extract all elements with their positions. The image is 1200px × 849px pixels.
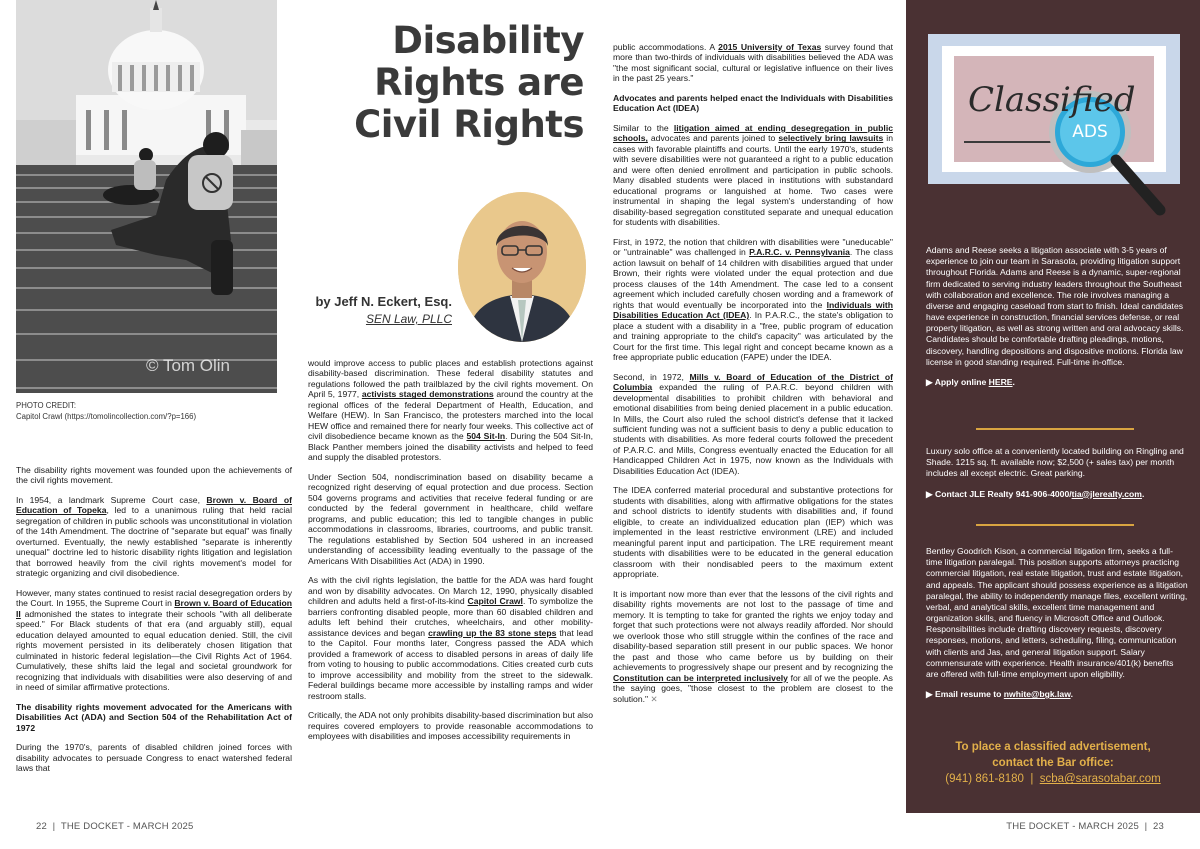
paragraph: The disability rights movement was founded upon the achievements of the civil rights movement. (16, 465, 292, 486)
ad-action: ▶ Email resume to nwhite@bgk.law. (926, 689, 1073, 700)
paragraph: Similar to the litigation aimed at ending desegregation in public schools, advocates and parents joined to selectively bring lawsuits in cases with favorable plaintiffs and courts. Until the early 1970's, students with severe disabilities were not guaranteed a right to a public education and were often denied enrollment and participation in public schools. Many disabled students were placed in institutions with substandard educational programs or languished at home. Two cases were instrumental in shaping the legal system's understanding of how disability-based segregation constituted separate and unequal education for students with disabilities. (613, 122, 894, 228)
section-heading: Advocates and parents helped enact the Individuals with Disabilities Education Act (IDEA) (613, 92, 893, 114)
triangle-bullet-icon: ▶ (926, 376, 933, 387)
classified-script-word: Classified (968, 80, 1136, 120)
classifieds-sidebar (906, 0, 1200, 813)
ad-divider (976, 428, 1134, 430)
ads-badge: ADS (1072, 122, 1108, 142)
title-line-1: Disability (392, 19, 584, 62)
crawling-steps-link[interactable]: crawling up the 83 stone steps (428, 627, 557, 638)
classified-contact (906, 739, 1200, 785)
capitol-crawl-link[interactable]: Capitol Crawl (467, 596, 523, 607)
ad-action: ▶ Apply online HERE. (926, 376, 1015, 387)
article-column-2 (308, 358, 593, 750)
ad-divider (976, 524, 1134, 526)
activists-demonstrations-link[interactable]: activists staged demonstrations (361, 389, 494, 400)
paragraph: The IDEA conferred material procedural and substantive protections for students with disabilities, along with affirmative obligations for the states and school districts to identify students with disabilities and, if found eligible, to create an individualized education plan (IEP) which was implemented in the least restrictive environment (LRE) and included meaningful parent input and participation. The LRE requirement meant students with disabilities were to be educated in the general education classroom with their nondisabled peers to the maximum extent appropriate. (613, 485, 893, 580)
photo-credit (16, 401, 277, 422)
classified-ads-graphic (928, 34, 1180, 232)
title-line-3: Civil Rights (354, 103, 584, 147)
mills-link[interactable]: Mills v. Board of Education of the District of Columbia (613, 371, 893, 393)
contact-phone[interactable]: (941) 861-8180 (945, 773, 1024, 786)
author-firm-link[interactable]: SEN Law, PLLC (365, 312, 452, 326)
triangle-bullet-icon: ▶ (926, 488, 933, 499)
paragraph: First, in 1972, the notion that children with disabilities were "uneducable" or "untrainable" was challenged in P.A.R.C. v. Pennsylvania. The class action lawsuit on behalf of 14 children with disabilities argued that under Brown, their rights were violated under the equal protection and due process clauses of the 14th Amendment. The case led to a consent agreement which included carefully chosen wording and a framework of rights that would eventually be incorporated into the Individuals with Disabilities Education Act (IDEA). In P.A.R.C., the state's obligation to place a student with a disability in a "free, public program of education and training appropriate to the child's capacity" was articulated by the Court for the first time. This legal right and concept became known as a free appropriate public education (FAPE) under the IDEA. (613, 236, 893, 363)
jle-realty-email-link[interactable]: tia@jlerealty.com (1071, 488, 1142, 499)
paragraph: However, many states continued to resist racial desegregation orders by the Court. In 1955, the Supreme Court in Brown v. Board of Education II admonished the states to integrate their schools "with all deliberate speed." For Black students of that era (and arguably still), equal education delayed amounted to equal education denied. Still, the civil rights movement persisted in its deliberately chosen litigation that culminated in historic federal legislation—the Civil Rights Act of 1964. Cumulatively, these shifts laid the legal and societal groundwork for recognizing that individuals with disabilities were also deserving of and in need of similar affirmative protections. (16, 587, 292, 693)
contact-details: (941) 861-8180 | scba@sarasotabar.com (945, 773, 1161, 786)
footer-left: 22 | THE DOCKET - MARCH 2025 (36, 821, 194, 832)
contact-line-2: contact the Bar office: (992, 757, 1114, 770)
classified-ad-adams-reese (926, 245, 1188, 388)
selective-lawsuits-link[interactable]: selectively bring lawsuits (778, 133, 884, 144)
triangle-bullet-icon: ▶ (926, 689, 933, 700)
paragraph: would improve access to public places and establish protections against disability-based discrimination. These federal disability statutes and regulations followed the path trailblazed by the civil rights movement. On April 5, 1977, activists staged demonstrations around the country at the regional offices of the federal Department of Health, Education, and Welfare (HEW). In San Francisco, the protesters marched into the local HEW office and remained there for nearly four weeks. This collective act of civil disobedience became known as the 504 Sit-In. During the 504 Sit-In, Black Panther members joined the disability activists and helped to feed and supply the disabled protestors. (308, 358, 593, 463)
paragraph: During the 1970's, parents of disabled children joined forces with disability advocates to persuade Congress to enact watershed federal laws that (16, 742, 292, 774)
classified-ad-office-space (926, 446, 1188, 500)
capitol-crawl-photo (16, 0, 277, 393)
section-heading: The disability rights movement advocated for the Americans with Disabilities Act (ADA) and Section 504 of the Rehabilitation Act of 1972 (16, 701, 292, 733)
paragraph: Critically, the ADA not only prohibits disability-based discrimination but also requires covered employers to provide reasonable accommodations to employees with disabilities and imposes accessibility requirements in (308, 710, 593, 741)
article-title (324, 20, 584, 147)
photo-credit-label: PHOTO CREDIT: (16, 401, 77, 410)
paragraph: Under Section 504, nondiscrimination based on disability became a recognized right deserving of equal protection and due process. Section 504 governs programs and activities that receive federal funding or are conducted by the federal government in healthcare, child welfare programs, and public education; this led to tangible changes in public accommodations in classrooms, libraries, courtrooms, and public transit. The regulations established by Section 504 ushered in an increased understanding of accessibility leading eventually to the passage of the Americans With Disabilities Act (ADA) in 1990. (308, 471, 593, 566)
paragraph: Second, in 1972, Mills v. Board of Education of the District of Columbia expanded the ruling of P.A.R.C. beyond children with developmental disabilities to prohibit children with behavioral and emotional disabilities from being denied placement in a public education. In Mills, the Court also ruled the school district's defense that it lacked sufficient funding was not a sufficient basis to deny a public education to students with disabilities. As more federal courts followed the precedent of P.A.R.C. and Mills, Congress eventually enacted the Education for all Handicapped Children Act in 1975, now known as the Individuals with Disabilities Education Act (IDEA). (613, 371, 893, 476)
byline (300, 294, 452, 326)
ad-text: Adams and Reese seeks a litigation associate with 3-5 years of experience to join our team in Sarasota, providing litigation support throughout Florida. Adams and Reese is a dynamic, super-regional firm dedicated to serving industry leaders throughout the Southeast with collaboration and excellence. The role involves managing a diverse and engaging caseload from start to finish. Ideal candidates have experience in construction, financial services defense, or real property litigation, as well as strong written and oral advocacy skills. Candidates should be comfortable drafting pleadings, motions, discovery, handling depositions and dispositive motions. Florida law license in good standing required. Full-time in-office. (926, 245, 1184, 367)
end-mark-icon: ✕ (650, 693, 658, 704)
contact-line-1: To place a classified advertisement, (955, 741, 1151, 753)
paragraph: In 1954, a landmark Supreme Court case, Brown v. Board of Education of Topeka, led to a unanimous ruling that held racial segregation of children in public schools was unconstitutional in violation of the 14th Amendment. The doctrine of "separate but equal" was finally overturned. Eventually, the newly established "separate is inherently unequal" doctrine led to historic disability rights litigation and legislation that borrowed heavily from the civil rights movement's model for strategic organizing and civil disobedience. (16, 494, 292, 579)
ut-survey-link[interactable]: 2015 University of Texas (718, 42, 822, 52)
desegregation-litigation-link[interactable]: litigation aimed at ending desegregation in public schools, (613, 122, 893, 144)
author-headshot (458, 192, 586, 342)
title-line-2: Rights are (374, 61, 584, 105)
ad-text: Bentley Goodrich Kison, a commercial litigation firm, seeks a full-time litigation paralegal. This position supports attorneys practicing commercial litigation, real estate litigation, trust and estate litigation, and appeals. The applicant should possess experience as a litigation paralegal, the ability to independently manage files, excellent writing, verbal, and analytical skills, excellent time management and organization skills, and fluency in Microsoft Office and Outlook. Responsibilities include drafting discovery requests, discovery responses, motions, and letters, scheduling, filing, communication with clients and Jas, and general litigation support. Salary commensurate with experience. Health insurance/401(k) benefits are offered with full-time employment upon eligibility. (926, 546, 1188, 679)
paragraph: It is important now more than ever that the lessons of the civil rights and disability rights movements are not lost to the passage of time and memory. It is tempting to take for granted the rights we enjoy today and forget that such protections were not always readily afforded. Nor should we overlook those who still struggle within the confines of the race and disability-based separation still present in our public spaces. We honor the past and those who came before us by building on their achievements to progressively shape our present and by recognizing the Constitution can be interpreted inclusively for all of we the people. As the saying goes, "those closest to the problem are closest to the solution." ✕ (613, 588, 893, 704)
504-sit-in-link[interactable]: 504 Sit-In (466, 431, 506, 442)
article-column-3 (613, 42, 893, 713)
paragraph: public accommodations. A 2015 University of Texas survey found that more than two-thirds of individuals with disabilities believed the ADA was "the most significant social, cultural or legislative influence on their lives in the past 25 years." (613, 42, 893, 84)
article-column-1 (16, 465, 292, 783)
brown-v-board-ii-link[interactable]: Brown v. Board of Education II (16, 598, 292, 619)
classified-ad-bentley-goodrich (926, 546, 1188, 700)
parc-link[interactable]: P.A.R.C. v. Pennsylvania (749, 247, 850, 258)
ad-action: ▶ Contact JLE Realty 941-906-4000/tia@jlerealty.com. (926, 488, 1145, 499)
ad-text: Luxury solo office at a conveniently located building on Ringling and Shade. 1215 sq. ft. available now; $2,500 (+ sales tax) per month includes all except electric. Great parking. (926, 446, 1184, 479)
resume-email-link[interactable]: nwhite@bgk.law (1003, 689, 1071, 700)
contact-email-link[interactable]: scba@sarasotabar.com (1039, 773, 1161, 786)
footer-right: THE DOCKET - MARCH 2025 | 23 (1006, 821, 1164, 832)
author-name: by Jeff N. Eckert, Esq. (315, 294, 452, 309)
photo-credit-text: Capitol Crawl (https://tomolincollection.com/?p=166) (16, 411, 197, 421)
idea-link[interactable]: Individuals with Disabilities Education Act (IDEA) (613, 299, 893, 321)
paragraph: As with the civil rights legislation, the battle for the ADA was hard fought and won by disability advocates. On March 12, 1990, physically disabled children and adults held a first-of-its-kind Capitol Crawl. To symbolize the barriers confronting disabled people, more than 60 disabled children and adults left behind their crutches, wheelchairs, and other mobility-assistance devices and began crawling up the 83 stone steps that lead to the Capitol. Four months later, Congress passed the ADA which provided a framework of access to disabled persons in areas of daily life from voting to housing to public accommodations. Cities created curb cuts to improve accessibility and mobility from the street to the sidewalk. Federal buildings became more accessible by installing ramps and wider restroom stalls. (308, 575, 594, 701)
constitution-link[interactable]: Constitution can be interpreted inclusively (613, 672, 788, 683)
brown-v-board-link[interactable]: Brown v. Board of Education of Topeka (16, 494, 292, 516)
apply-online-link[interactable]: HERE (988, 376, 1013, 387)
photo-watermark: © Tom Olin (146, 356, 231, 375)
